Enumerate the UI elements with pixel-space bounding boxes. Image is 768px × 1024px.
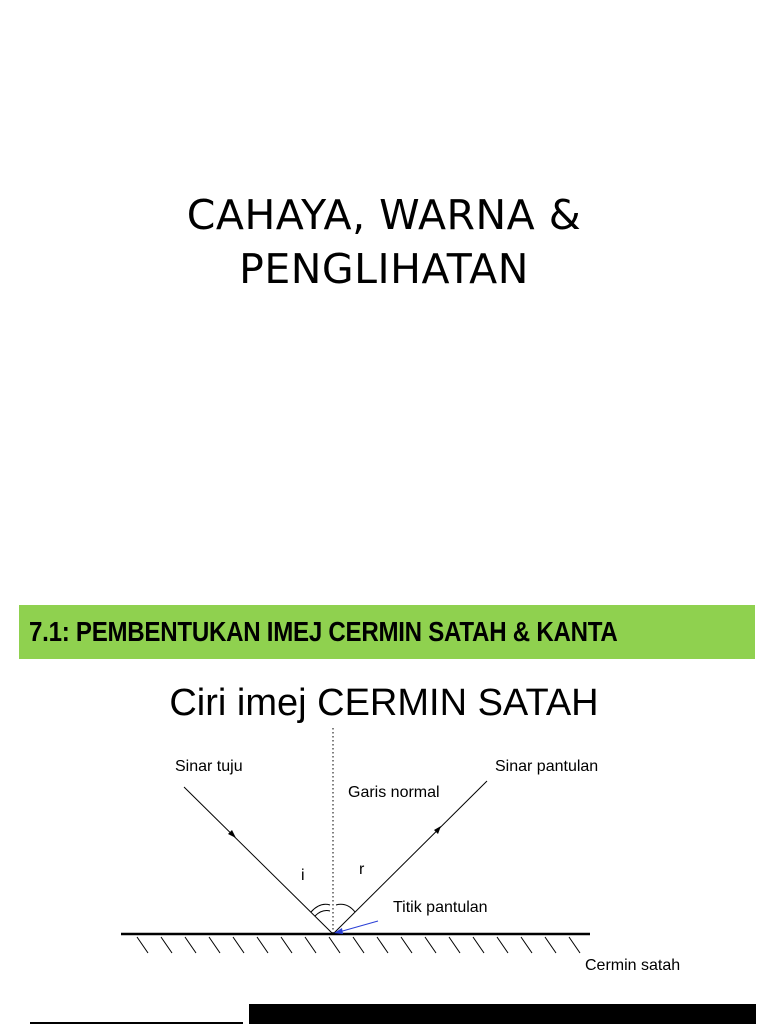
reflected-ray-label: Sinar pantulan (495, 758, 599, 775)
slide-title-line-1: CAHAYA, WARNA & (186, 191, 582, 239)
mirror-hatching (137, 937, 580, 953)
section-banner-text: 7.1: PEMBENTUKAN IMEJ CERMIN SATAH & KANTA (29, 616, 618, 647)
angle-reflection-arc (336, 904, 355, 912)
angle-incidence-label: i (301, 867, 305, 884)
slide-heading: Ciri imej CERMIN SATAH (169, 682, 599, 724)
slide-title-line-2: PENGLIHATAN (239, 245, 529, 293)
angle-incidence-arc-inner (315, 911, 330, 916)
point-of-reflection-label: Titik pantulan (393, 899, 488, 916)
footer-bar (249, 1004, 756, 1024)
incident-ray (184, 787, 333, 934)
angle-reflection-label: r (359, 861, 365, 878)
normal-line-label: Garis normal (348, 784, 440, 801)
mirror-label: Cermin satah (585, 957, 681, 974)
incident-ray-label: Sinar tuju (175, 758, 243, 775)
